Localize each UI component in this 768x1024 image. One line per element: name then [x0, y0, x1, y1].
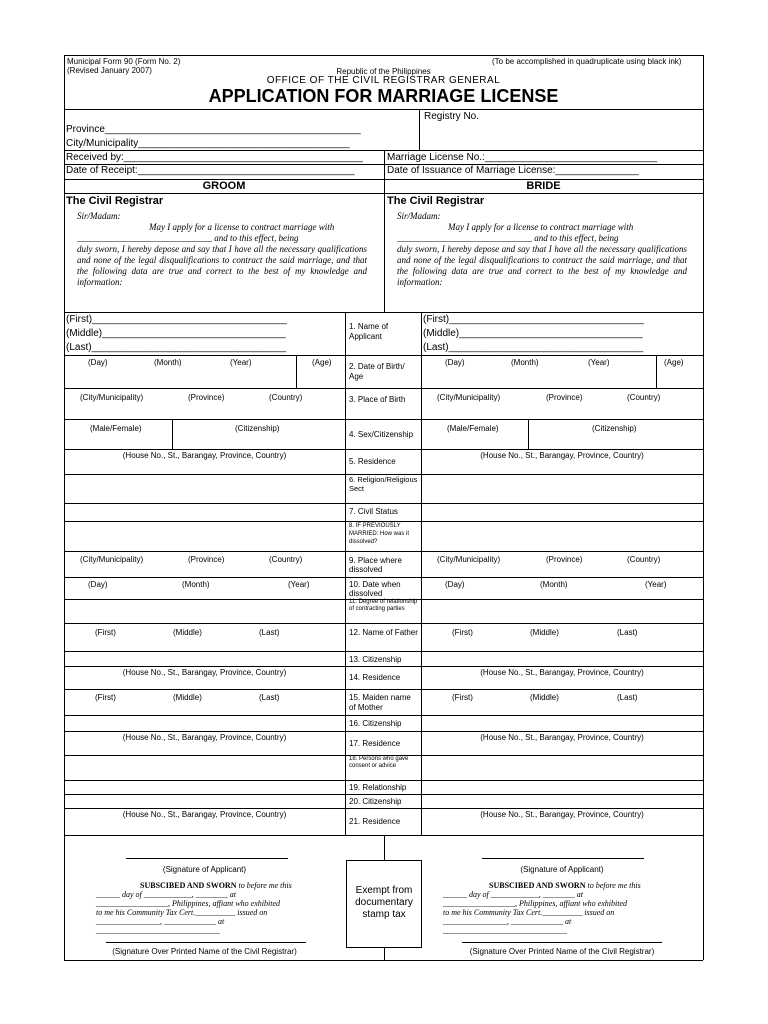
first-name-field[interactable]: (First)___________________________________ — [66, 314, 287, 325]
item-label: 2. Date of Birth/ Age — [349, 362, 405, 381]
citizenship-label: (Citizenship) — [235, 424, 280, 433]
address-label: (House No., St., Barangay, Province, Country) — [480, 733, 644, 742]
item-label: 20. Citizenship — [349, 797, 402, 806]
middle-name-field[interactable]: (Middle)_________________________________ — [423, 328, 643, 339]
oath-line[interactable]: _______________________________ — [443, 926, 567, 935]
city-label: (City/Municipality) — [80, 393, 144, 402]
item-label: 1. Name of Applicant — [349, 322, 389, 341]
address-label: (House No., St., Barangay, Province, Country) — [122, 810, 287, 819]
city-label: (City/Municipality) — [437, 393, 501, 402]
first-label: (First) — [95, 628, 116, 637]
middle-label: (Middle) — [530, 693, 559, 702]
item-label: 6. Religion/Religious Sect — [349, 475, 418, 493]
ink-instruction: (To be accomplished in quadruplicate using black ink) — [492, 57, 682, 66]
province-label: (Province) — [188, 393, 225, 402]
oath-line[interactable]: __________________, Philippines, affiant who exhibited — [443, 899, 627, 908]
letter-line: ______________________________ and to this effect, being — [397, 233, 619, 243]
address-label: (House No., St., Barangay, Province, Country) — [122, 451, 287, 460]
stamp-tax-box — [346, 860, 422, 948]
item-label: 13. Citizenship — [349, 655, 402, 664]
subscribed-label: SUBSCIBED AND SWORN — [140, 881, 237, 890]
letter-heading: The Civil Registrar — [66, 195, 164, 207]
item-label: 4. Sex/Citizenship — [349, 430, 414, 439]
date-of-receipt-field[interactable]: Date of Receipt:_______________________________________ — [66, 165, 355, 176]
last-label: (Last) — [617, 693, 638, 702]
item-label: 11. Degree of relationship of contracting parties — [349, 599, 418, 612]
item-label: 10. Date when dissolved — [349, 580, 401, 598]
letter-salutation: Sir/Madam: — [397, 211, 441, 221]
day-label: (Day) — [88, 580, 108, 589]
oath-text: to before me this — [236, 881, 292, 890]
letter-body: duly sworn, I hereby depose and say that I have all the necessary qualifications and none of the legal disqualifications to contract the said marriage, and that the following data are true and correct to the best of my knowledge and information: — [77, 244, 367, 287]
month-label: (Month) — [511, 358, 539, 367]
age-label: (Age) — [312, 358, 332, 367]
middle-label: (Middle) — [530, 628, 559, 637]
item-label: 15. Maiden name of Mother — [349, 693, 411, 712]
address-label: (House No., St., Barangay, Province, Country) — [122, 733, 287, 742]
province-label: (Province) — [188, 555, 225, 564]
letter-salutation: Sir/Madam: — [77, 211, 121, 221]
received-by-field[interactable]: Received by:___________________________________________ — [66, 152, 363, 163]
country-label: (Country) — [627, 393, 661, 402]
oath-line[interactable]: to me his Community Tax Cert.__________ issued on — [96, 908, 268, 917]
date-of-issuance-field[interactable]: Date of Issuance of Marriage License:_______________ — [387, 165, 639, 176]
city-label: (City/Municipality) — [437, 555, 501, 564]
form-title: APPLICATION FOR MARRIAGE LICENSE — [208, 86, 559, 106]
first-label: (First) — [452, 628, 473, 637]
item-label: 19. Relationship — [349, 783, 407, 792]
office-label: OFFICE OF THE CIVIL REGISTRAR GENERAL — [266, 75, 501, 86]
oath-line[interactable]: __________________, Philippines, affiant who exhibited — [96, 899, 280, 908]
signature-of-applicant-label: (Signature of Applicant) — [520, 865, 604, 874]
republic-label: Republic of the Philippines — [336, 67, 431, 76]
month-label: (Month) — [154, 358, 182, 367]
sex-label: (Male/Female) — [90, 424, 142, 433]
oath-line[interactable]: ______ day of ____________, ________ at — [96, 890, 236, 899]
item-label: 8. IF PREVIOUSLY MARRIED: How was it dissolved? — [349, 523, 410, 545]
last-label: (Last) — [259, 628, 280, 637]
letter-body: duly sworn, I hereby depose and say that I have all the necessary qualifications and none of the legal disqualifications to contract the said marriage, and that the following data are true and correct to the best of my knowledge and information: — [397, 244, 687, 287]
item-label: 18. Persons who gave consent or advice — [349, 756, 409, 769]
province-label: (Province) — [546, 393, 583, 402]
year-label: (Year) — [588, 358, 610, 367]
day-label: (Day) — [445, 580, 465, 589]
country-label: (Country) — [627, 555, 661, 564]
last-name-field[interactable]: (Last)___________________________________ — [66, 342, 287, 353]
oath-line[interactable]: to me his Community Tax Cert.__________ issued on — [443, 908, 615, 917]
bride-column-header: BRIDE — [526, 180, 561, 192]
first-label: (First) — [95, 693, 116, 702]
item-label: 9. Place where dissolved — [349, 556, 402, 574]
form-number: Municipal Form 90 (Form No. 2) — [67, 57, 181, 66]
oath-line[interactable]: ________________, _____________ at — [96, 917, 225, 926]
year-label: (Year) — [645, 580, 667, 589]
middle-name-field[interactable]: (Middle)_________________________________ — [66, 328, 286, 339]
revision-date: (Revised January 2007) — [67, 66, 152, 75]
item-label: 7. Civil Status — [349, 507, 398, 516]
country-label: (Country) — [269, 555, 303, 564]
middle-label: (Middle) — [173, 628, 202, 637]
country-label: (Country) — [269, 393, 303, 402]
year-label: (Year) — [288, 580, 310, 589]
last-label: (Last) — [259, 693, 280, 702]
city-label: (City/Municipality) — [80, 555, 144, 564]
letter-line: May I apply for a license to contract marriage with — [149, 222, 335, 232]
subscribed-label: SUBSCIBED AND SWORN — [489, 881, 586, 890]
sex-label: (Male/Female) — [447, 424, 499, 433]
first-name-field[interactable]: (First)___________________________________ — [423, 314, 644, 325]
day-label: (Day) — [445, 358, 465, 367]
item-label: 3. Place of Birth — [349, 395, 406, 404]
day-label: (Day) — [88, 358, 108, 367]
address-label: (House No., St., Barangay, Province, Country) — [480, 668, 644, 677]
oath-line[interactable]: ________________, _____________ at — [443, 917, 572, 926]
province-label: (Province) — [546, 555, 583, 564]
item-label: 5. Residence — [349, 457, 396, 466]
month-label: (Month) — [182, 580, 210, 589]
letter-heading: The Civil Registrar — [387, 195, 485, 207]
province-field[interactable]: Province______________________________________________ — [66, 124, 361, 135]
letter-line: ______________________________ and to this effect, being — [77, 233, 299, 243]
address-label: (House No., St., Barangay, Province, Country) — [122, 668, 287, 677]
middle-label: (Middle) — [173, 693, 202, 702]
item-label: 14. Residence — [349, 673, 401, 682]
groom-column-header: GROOM — [202, 180, 246, 192]
oath-line[interactable]: ______ day of ____________, ________ at — [443, 890, 583, 899]
letter-line: May I apply for a license to contract marriage with — [448, 222, 634, 232]
item-label: 16. Citizenship — [349, 719, 402, 728]
first-label: (First) — [452, 693, 473, 702]
age-label: (Age) — [664, 358, 684, 367]
item-label: 21. Residence — [349, 817, 401, 826]
exempt-label: Exempt from documentary stamp tax — [355, 885, 413, 920]
registrar-signature-label: (Signature Over Printed Name of the Civil Registrar) — [112, 947, 297, 956]
registrar-signature-label: (Signature Over Printed Name of the Civil Registrar) — [469, 947, 655, 956]
citizenship-label: (Citizenship) — [592, 424, 637, 433]
oath-text: to before me this — [585, 881, 641, 890]
signature-of-applicant-label: (Signature of Applicant) — [162, 865, 247, 874]
item-label: 17. Residence — [349, 739, 401, 748]
address-label: (House No., St., Barangay, Province, Country) — [480, 810, 644, 819]
oath-line[interactable]: _______________________________ — [96, 926, 220, 935]
month-label: (Month) — [540, 580, 568, 589]
last-name-field[interactable]: (Last)___________________________________ — [423, 342, 644, 353]
registry-no-label: Registry No. — [424, 111, 480, 122]
address-label: (House No., St., Barangay, Province, Country) — [480, 451, 644, 460]
license-no-field[interactable]: Marriage License No.:_______________________________ — [387, 152, 658, 163]
year-label: (Year) — [230, 358, 252, 367]
item-label: 12. Name of Father — [349, 628, 418, 637]
last-label: (Last) — [617, 628, 638, 637]
city-municipality-field[interactable]: City/Municipality______________________________________ — [66, 138, 350, 149]
